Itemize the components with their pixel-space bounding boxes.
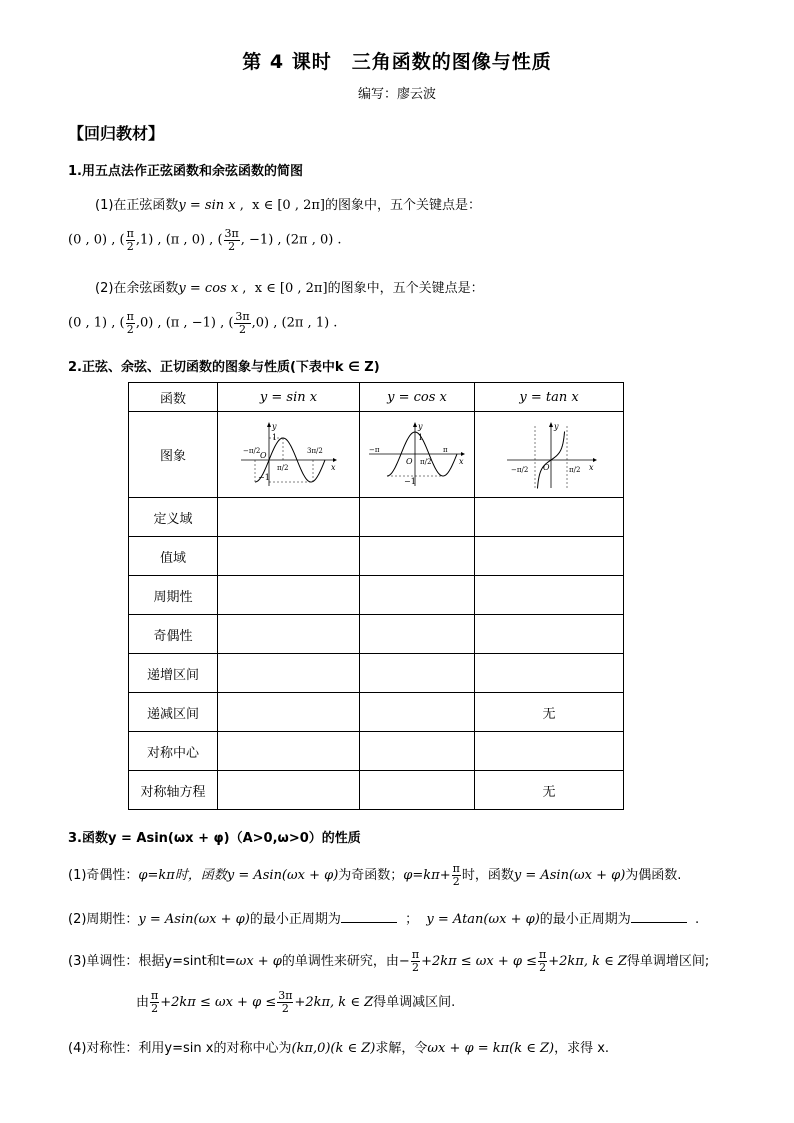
cell-cos bbox=[360, 498, 475, 537]
cell-sin bbox=[218, 537, 360, 576]
tan-neg-pi-half-label: −π/2 bbox=[511, 465, 529, 474]
cos-neg-pi-label: −π bbox=[369, 445, 380, 454]
sin-graph bbox=[239, 420, 339, 490]
table-row bbox=[129, 498, 624, 537]
row-label: 对称轴方程 bbox=[129, 771, 218, 810]
cos-pi-half-label: π/2 bbox=[420, 457, 432, 466]
section-heading: 【回归教材】 bbox=[68, 124, 165, 143]
row-label: 奇偶性 bbox=[129, 615, 218, 654]
cell-cos bbox=[360, 576, 475, 615]
page-title: 第 4 课时 三角函数的图像与性质 bbox=[242, 51, 552, 73]
cell-tan: 无 bbox=[475, 693, 624, 732]
sin-one-label: 1 bbox=[271, 432, 277, 442]
sin-neg-pi-half-label: −π/2 bbox=[242, 446, 260, 455]
trig-properties-table bbox=[128, 382, 624, 810]
tan-pi-half-label: π/2 bbox=[569, 465, 581, 474]
sin-origin-label: O bbox=[259, 450, 267, 460]
parity-line: (1)奇偶性：φ=kπ时，函数y = Asin(ωx + φ)为奇函数；φ=kπ+ $\frac{\pi}{2}$ 时，函数y = Asin(ωx + φ)为偶函数. bbox=[68, 862, 682, 888]
sin-3pi-half-label: 3π/2 bbox=[306, 446, 323, 455]
frac-pi-2: $\frac{\pi}{2}$ bbox=[411, 948, 420, 974]
sin-graph-cell bbox=[218, 412, 360, 498]
table-row bbox=[129, 771, 624, 810]
part2-heading: 2.正弦、余弦、正切函数的图象与性质(下表中k ∈ Z) bbox=[68, 360, 380, 375]
part3-heading: 3.函数y = Asin(ωx + φ)（A>0,ω>0）的性质 bbox=[68, 831, 361, 846]
table-row-graph bbox=[129, 412, 624, 498]
table-row bbox=[129, 693, 624, 732]
tan-origin-label: O bbox=[543, 462, 550, 472]
table-header-row bbox=[129, 383, 624, 412]
col-header-sin: y = sin x bbox=[218, 383, 360, 412]
cos-pi-label: π bbox=[443, 445, 448, 454]
cos-graph-cell bbox=[360, 412, 475, 498]
tan-x-label: x bbox=[589, 462, 594, 472]
cell-cos bbox=[360, 537, 475, 576]
row-label: 递减区间 bbox=[129, 693, 218, 732]
table-row bbox=[129, 576, 624, 615]
tan-graph bbox=[499, 420, 599, 490]
cell-cos bbox=[360, 693, 475, 732]
frac-pi-2: $\frac{\pi}{2}$ bbox=[151, 989, 159, 1015]
monotonic-line-2: 由 $\frac{\pi}{2}$ +2kπ ≤ ωx + φ ≤ $\frac{3\pi}{2}$ +2kπ, k ∈ Z得单调减区间. bbox=[136, 989, 456, 1015]
col-header-cos: y = cos x bbox=[360, 383, 475, 412]
cos-intro: (2)在余弦函数y = cos x , x ∈ [0 , 2π]的图象中，五个关键点是： bbox=[95, 281, 484, 296]
cell-tan bbox=[475, 537, 624, 576]
cell-sin bbox=[218, 615, 360, 654]
author-line: 编写：廖云波 bbox=[357, 87, 436, 102]
cos-points: (0 , 1) , ( $\frac{\pi}{2}$ ,0) , (π , −1) , ( $\frac{3\pi}{2}$ ,0) , (2π , 1) . bbox=[68, 310, 338, 336]
cell-cos bbox=[360, 732, 475, 771]
row-label: 周期性 bbox=[129, 576, 218, 615]
cell-sin bbox=[218, 693, 360, 732]
col-header-tan: y = tan x bbox=[475, 383, 624, 412]
cell-tan bbox=[475, 654, 624, 693]
sin-x-label: x bbox=[330, 462, 336, 472]
cell-cos bbox=[360, 654, 475, 693]
cell-tan: 无 bbox=[475, 771, 624, 810]
answer-blank[interactable] bbox=[631, 910, 687, 923]
cos-one-label: 1 bbox=[418, 432, 424, 442]
cell-sin bbox=[218, 771, 360, 810]
tan-y-label: y bbox=[554, 421, 559, 431]
cell-sin bbox=[218, 576, 360, 615]
symmetry-line: (4)对称性：利用y=sin x的对称中心为(kπ,0)(k ∈ Z)求解，令ωx + φ = kπ(k ∈ Z)，求得 x. bbox=[68, 1041, 610, 1056]
cell-sin bbox=[218, 498, 360, 537]
row-label-graph: 图象 bbox=[129, 412, 218, 498]
monotonic-line-1: (3)单调性：根据y=sint和t=ωx + φ的单调性来研究，由− $\frac{\pi}{2}$ +2kπ ≤ ωx + φ ≤ $\frac{\pi}{2}$ +2kπ, k ∈ Z得单调增区间; bbox=[68, 948, 710, 974]
col-header-function: 函数 bbox=[129, 383, 218, 412]
frac-3pi-2: $\frac{3\pi}{2}$ bbox=[278, 989, 293, 1015]
table-row bbox=[129, 537, 624, 576]
table-row bbox=[129, 615, 624, 654]
frac-3pi-2: $\frac{3\pi}{2}$ bbox=[224, 227, 239, 253]
cos-graph bbox=[367, 420, 467, 490]
row-label: 定义域 bbox=[129, 498, 218, 537]
frac-pi-2: $\frac{\pi}{2}$ bbox=[452, 862, 460, 888]
answer-blank[interactable] bbox=[341, 910, 397, 923]
sin-intro: (1)在正弦函数y = sin x , x ∈ [0 , 2π]的图象中，五个关键点是： bbox=[95, 198, 481, 213]
row-label: 递增区间 bbox=[129, 654, 218, 693]
part1-heading: 1.用五点法作正弦函数和余弦函数的简图 bbox=[68, 164, 303, 179]
cos-x-label: x bbox=[459, 456, 464, 466]
sin-pi-half-label: π/2 bbox=[276, 463, 288, 472]
frac-pi-2: $\frac{\pi}{2}$ bbox=[126, 227, 134, 253]
cell-tan bbox=[475, 732, 624, 771]
tan-graph-cell bbox=[475, 412, 624, 498]
cos-y-label: y bbox=[418, 421, 423, 431]
cell-tan bbox=[475, 498, 624, 537]
sin-points: (0 , 0) , ( $\frac{\pi}{2}$ ,1) , (π , 0) , ( $\frac{3\pi}{2}$ , −1) , (2π , 0) . bbox=[68, 227, 342, 253]
row-label: 值域 bbox=[129, 537, 218, 576]
cell-sin bbox=[218, 732, 360, 771]
frac-pi-2: $\frac{\pi}{2}$ bbox=[539, 948, 547, 974]
cos-origin-label: O bbox=[406, 456, 413, 466]
cell-sin bbox=[218, 654, 360, 693]
sin-neg-one-label: −1 bbox=[257, 472, 270, 482]
sin-y-label: y bbox=[271, 421, 277, 431]
cell-tan bbox=[475, 576, 624, 615]
cell-cos bbox=[360, 771, 475, 810]
frac-3pi-2: $\frac{3\pi}{2}$ bbox=[235, 310, 250, 336]
cell-tan bbox=[475, 615, 624, 654]
row-label: 对称中心 bbox=[129, 732, 218, 771]
frac-pi-2: $\frac{\pi}{2}$ bbox=[126, 310, 134, 336]
table-row bbox=[129, 732, 624, 771]
table-row bbox=[129, 654, 624, 693]
cell-cos bbox=[360, 615, 475, 654]
cos-neg-one-label: −1 bbox=[404, 476, 416, 486]
period-line: (2)周期性：y = Asin(ωx + φ)的最小正周期为 ； y = Atan(ωx + φ)的最小正周期为 . bbox=[68, 912, 700, 927]
